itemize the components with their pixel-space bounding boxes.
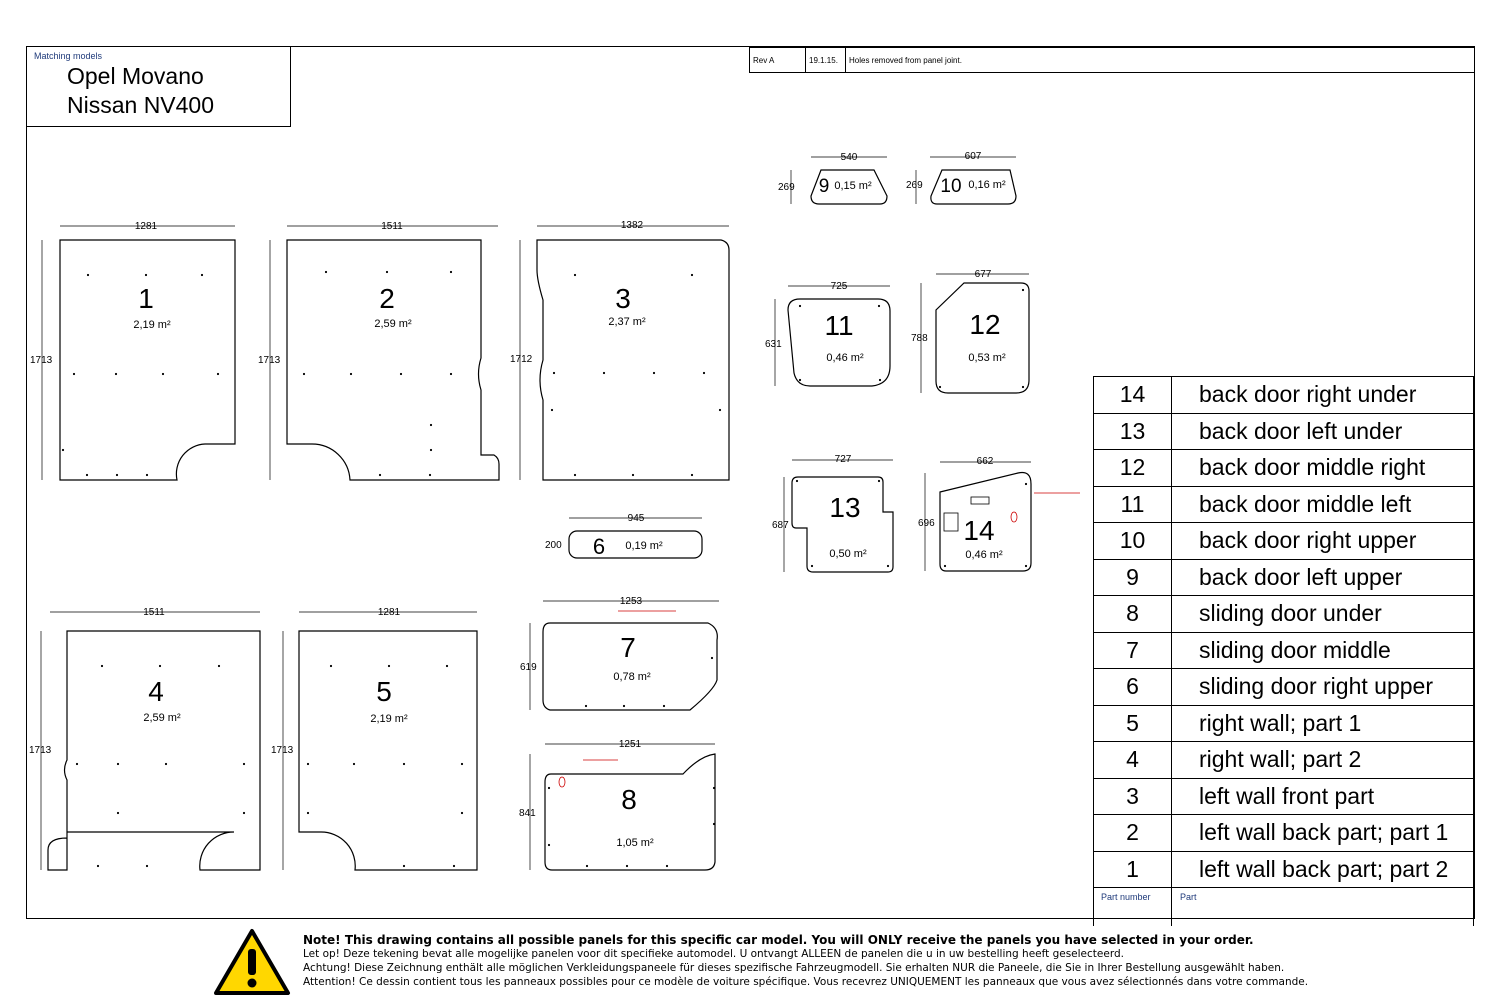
part-name: back door left upper: [1172, 559, 1474, 596]
panel-1-number: 1: [138, 283, 154, 314]
part-name: left wall back part; part 2: [1172, 851, 1474, 888]
matching-models-caption: Matching models: [34, 51, 103, 61]
panel-4-width: 1511: [143, 607, 165, 618]
revision-label: Rev A: [750, 48, 806, 72]
part-name: back door right under: [1172, 377, 1474, 414]
part-number: 6: [1094, 669, 1172, 706]
panel-4-number: 4: [148, 676, 164, 707]
panel-2-outline: [287, 240, 499, 480]
table-row: [1094, 815, 1474, 852]
table-row: [1094, 450, 1474, 487]
panel-3-width: 1382: [620, 220, 644, 231]
panel-7-number: 7: [620, 632, 636, 663]
panel-3-number: 3: [615, 283, 631, 314]
note-french: Attention! Ce dessin contient tous les panneaux possibles pour ce modèle de voiture spécifique. Vous recevrez UNIQUEMENT les panneaux que vous avez sélectionnés dans votre commande.: [303, 976, 1309, 988]
table-row: [1094, 632, 1474, 669]
panel-14-width: 662: [976, 456, 994, 467]
panel-5-width: 1281: [377, 607, 401, 618]
panel-9-width: 540: [840, 152, 858, 163]
table-row: [1094, 413, 1474, 450]
panel-7-area: 0,78 m²: [613, 671, 651, 683]
revision-description: Holes removed from panel joint.: [849, 56, 962, 65]
panel-3-outline: [537, 240, 729, 480]
panel-11-width: 725: [830, 281, 848, 292]
panel-1-outline: [60, 240, 235, 480]
panel-6-number: 6: [592, 534, 606, 559]
part-number: 7: [1094, 632, 1172, 669]
panel-12-height: 788: [911, 333, 928, 344]
panel-3-area: 2,37 m²: [608, 316, 646, 328]
part-number: 14: [1094, 377, 1172, 414]
panel-1-width: 1281: [134, 221, 158, 232]
panel-13-number: 13: [829, 492, 861, 523]
part-name: back door left under: [1172, 413, 1474, 450]
table-header-row: [1094, 888, 1474, 927]
panel-5-number: 5: [376, 676, 392, 707]
panel-10-number: 10: [940, 176, 962, 197]
panel-13-area: 0,50 m²: [829, 548, 867, 560]
part-number: 11: [1094, 486, 1172, 523]
part-number: 12: [1094, 450, 1172, 487]
panel-12-number: 12: [969, 309, 1001, 340]
panel-5-outline: [299, 631, 477, 870]
table-row: [1094, 778, 1474, 815]
model-nissan: Nissan NV400: [67, 92, 215, 118]
panel-10-width: 607: [964, 151, 982, 162]
panel-1-area: 2,19 m²: [133, 319, 171, 331]
part-name: sliding door right upper: [1172, 669, 1474, 706]
panel-8-area: 1,05 m²: [616, 837, 654, 849]
part-number: 9: [1094, 559, 1172, 596]
panel-8-height: 841: [519, 808, 536, 819]
panel-4-area: 2,59 m²: [143, 712, 181, 724]
table-row: [1094, 377, 1474, 414]
table-row: [1094, 669, 1474, 706]
panel-14-number: 14: [963, 515, 995, 546]
part-number: 4: [1094, 742, 1172, 779]
table-row: [1094, 851, 1474, 888]
part-number: 5: [1094, 705, 1172, 742]
panel-5-area: 2,19 m²: [370, 713, 408, 725]
panel-13-width: 727: [834, 454, 852, 465]
part-name: back door right upper: [1172, 523, 1474, 560]
panel-6-width: 945: [627, 513, 645, 524]
panel-9-height: 269: [778, 182, 795, 193]
note-german: Achtung! Diese Zeichnung enthält alle möglichen Verkleidungspaneele für dieses spezifische Fahrzeugmodell. Sie erhalten NUR die Paneele, die Sie in Ihrer Bestellung ausgewählt haben.: [303, 962, 1285, 974]
part-number: 2: [1094, 815, 1172, 852]
revision-date: 19.1.15.: [806, 48, 846, 72]
warning-icon: [212, 927, 292, 997]
part-name: left wall front part: [1172, 778, 1474, 815]
panel-4-height: 1713: [29, 745, 52, 756]
part-number: 3: [1094, 778, 1172, 815]
panel-7-width: 1253: [619, 596, 643, 607]
panel-11-height: 631: [765, 339, 782, 350]
part-name: back door middle right: [1172, 450, 1474, 487]
panel-14-height: 696: [918, 518, 935, 529]
panel-10-height: 269: [906, 180, 923, 191]
panel-10-area: 0,16 m²: [968, 179, 1006, 191]
panel-11-area: 0,46 m²: [826, 352, 864, 364]
model-opel: Opel Movano: [67, 63, 204, 89]
panel-8-number: 8: [621, 784, 637, 815]
part-number: 13: [1094, 413, 1172, 450]
panel-12-area: 0,53 m²: [968, 352, 1006, 364]
panel-2-width: 1511: [381, 221, 403, 232]
note-dutch: Let op! Deze tekening bevat alle mogelijke panelen voor dit specifieke automodel. U ontvangt ALLEEN de panelen die u in uw bestelling heeft geselecteerd.: [303, 948, 1124, 960]
header-part-number: Part number: [1094, 888, 1172, 927]
part-name: left wall back part; part 1: [1172, 815, 1474, 852]
table-row: [1094, 705, 1474, 742]
warning-note: [212, 927, 1412, 997]
panel-6-height: 200: [545, 540, 562, 551]
part-name: right wall; part 2: [1172, 742, 1474, 779]
panel-9-number: 9: [818, 176, 830, 197]
panel-12-width: 677: [974, 269, 992, 280]
part-number: 10: [1094, 523, 1172, 560]
panel-4-outline: [48, 631, 260, 870]
mounting-holes: [62, 271, 1027, 867]
table-row: [1094, 742, 1474, 779]
panel-13-height: 687: [772, 520, 789, 531]
part-name: right wall; part 1: [1172, 705, 1474, 742]
panel-14-area: 0,46 m²: [965, 549, 1003, 561]
part-name: sliding door under: [1172, 596, 1474, 633]
note-english: Note! This drawing contains all possible panels for this specific car model. You will ONLY receive the panels you have selected in your order.: [303, 933, 1254, 947]
panel-9-area: 0,15 m²: [834, 180, 872, 192]
annotation-8-mark: [559, 777, 565, 787]
annotation-14-mark: [1011, 512, 1017, 522]
part-number: 8: [1094, 596, 1172, 633]
parts-table: [1093, 376, 1474, 926]
table-row: [1094, 596, 1474, 633]
panel-2-number: 2: [379, 283, 395, 314]
table-row: [1094, 559, 1474, 596]
table-row: [1094, 486, 1474, 523]
table-row: [1094, 523, 1474, 560]
panel-1-height: 1713: [30, 355, 53, 366]
panel-11-number: 11: [824, 310, 854, 341]
panel-2-height: 1713: [258, 355, 281, 366]
part-name: back door middle left: [1172, 486, 1474, 523]
panel-3-height: 1712: [510, 354, 533, 365]
panel-8-width: 1251: [618, 739, 642, 750]
panel-2-area: 2,59 m²: [374, 318, 412, 330]
part-name: sliding door middle: [1172, 632, 1474, 669]
panel-7-height: 619: [520, 662, 537, 673]
panel-5-height: 1713: [271, 745, 294, 756]
panel-6-area: 0,19 m²: [625, 540, 663, 552]
part-number: 1: [1094, 851, 1172, 888]
header-part: Part: [1172, 888, 1474, 927]
